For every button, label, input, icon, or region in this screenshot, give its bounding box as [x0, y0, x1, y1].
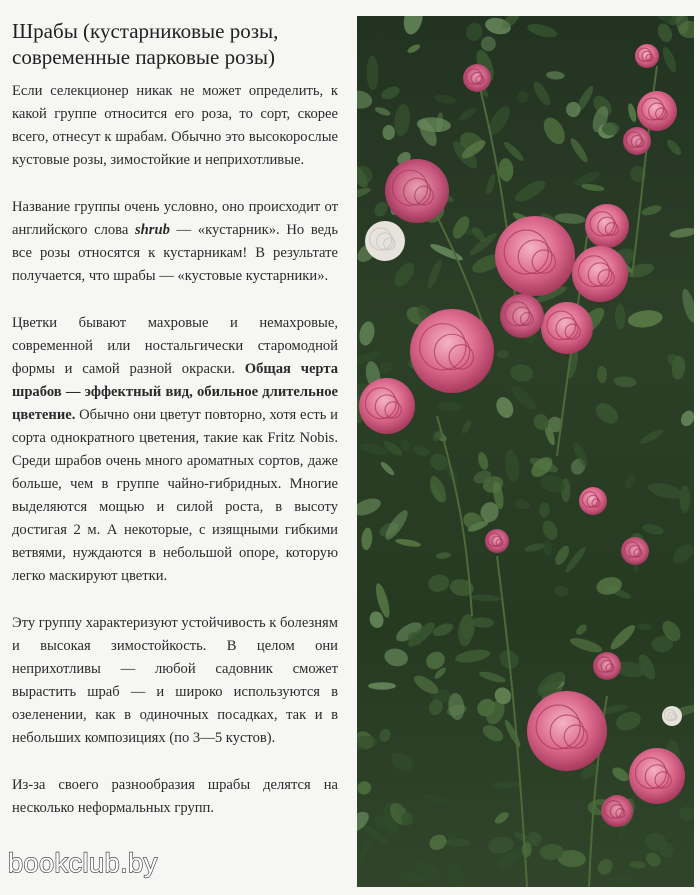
paragraph-name-origin: Название группы очень условно, оно происходит от английского слова shrub — «кустарник». Но ведь все розы относятся к кустарникам! В результате получается, что шрабы — «кустовые кустарники». [12, 199, 338, 284]
rose-photo [357, 16, 694, 887]
rose-bloom [585, 204, 629, 248]
rose-bloom [621, 537, 649, 565]
watermark: bookclub.by [8, 848, 158, 878]
rose-bloom [463, 64, 491, 92]
rose-bloom [637, 91, 677, 131]
rose-bloom [385, 159, 449, 223]
rose-bloom [495, 216, 575, 296]
rose-bloom [601, 795, 633, 827]
highlight-text: Общая черта шрабов — эффектный вид, обильное длительное цветение. [12, 361, 338, 423]
paragraph-groups: Из-за своего разнообразия шрабы делятся на несколько неформальных групп. [12, 777, 338, 816]
white-flower [365, 221, 405, 261]
term-shrub: shrub [135, 222, 170, 238]
rose-bloom [485, 529, 509, 553]
rose-bloom [541, 302, 593, 354]
rose-bloom [623, 127, 651, 155]
white-flower [662, 706, 682, 726]
rose-bloom [359, 378, 415, 434]
rose-bloom [579, 487, 607, 515]
leaf [368, 682, 396, 689]
title-line-2: современные парковые розы) [12, 45, 276, 69]
paragraph-intro: Если селекционер никак не может определить, к какой группе относится его роза, то сорт, скорее всего, отнесут к шрабам. Обычно это высокорослые кустовые розы, зимостойкие и неприхотливые. [12, 83, 338, 168]
rose-bloom [500, 294, 544, 338]
leaf [680, 486, 691, 514]
rose-bloom [593, 652, 621, 680]
rose-bloom [635, 44, 659, 68]
title-line-1: Шрабы (кустарниковые розы, [12, 19, 279, 43]
paragraph-flowers: Цветки бывают махровые и немахровые, современной или ностальгически старомодной формы и самой разной окраски. Общая черта шрабов — эффектный вид, обильное длительное цветение. Обычно они цветут повторно, хотя есть и сорта однократного цветения, такие как Fritz Nobis. Среди шрабов очень много ароматных сортов, даже больше, чем в группе чайно-гибридных. Многие выделяются мощью и силой роста, в высоту достигая 2 м. А некоторые, с изящными гибкими ветвями, нуждаются в небольшой опоре, которую легко маскируют цветки. [12, 315, 338, 584]
article-text [12, 80, 338, 820]
rose-bloom [629, 748, 685, 804]
section-title [12, 18, 348, 70]
rose-photo-illustration [357, 16, 694, 887]
rose-bloom [410, 309, 494, 393]
paragraph-resistance: Эту группу характеризуют устойчивость к болезням и высокая зимостойкость. В целом они неприхотливы — любой садовник сможет вырастить шраб — и широко используются в озеленении, как в одиночных посадках, так и в небольших композициях (по 3—5 кустов). [12, 615, 338, 746]
rose-bloom [572, 246, 628, 302]
rose-bloom [527, 691, 607, 771]
